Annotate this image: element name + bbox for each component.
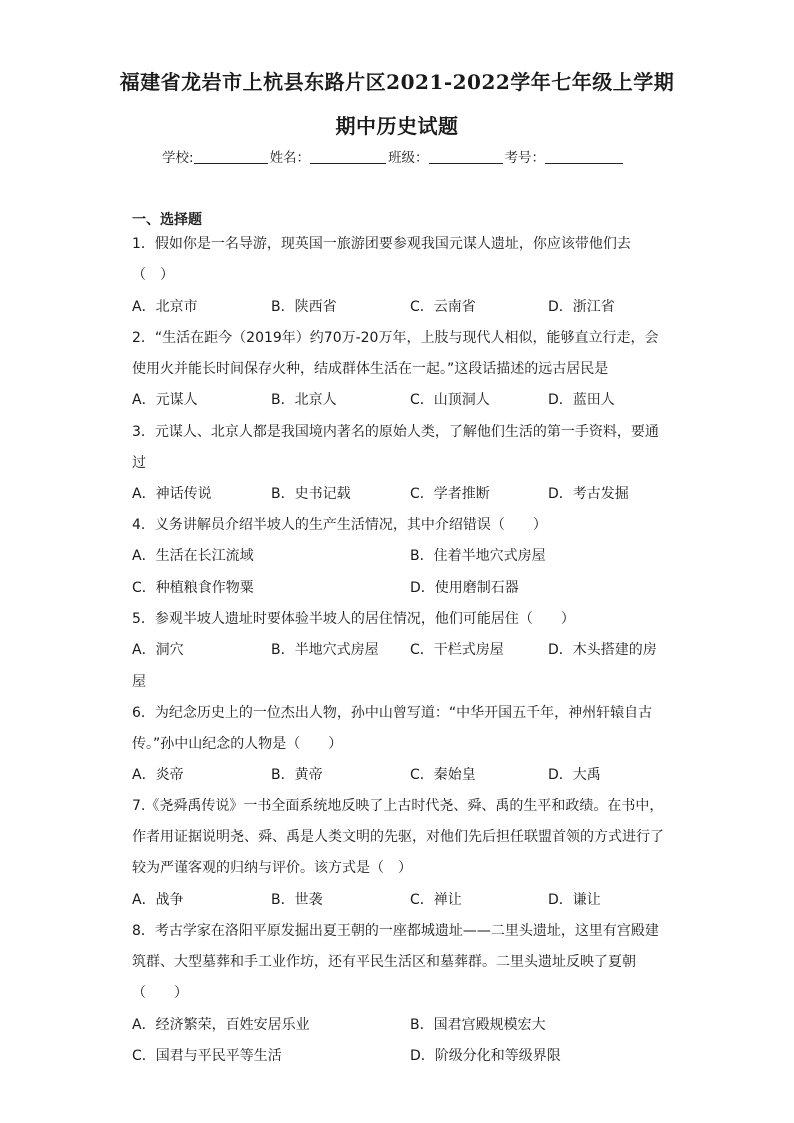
question-2-option-a[interactable]: A．元谋人 bbox=[132, 392, 198, 408]
question-3-line-1: 3．元谋人、北京人都是我国境内著名的原始人类，了解他们生活的第一手资料，要通 bbox=[132, 424, 659, 440]
question-4-option-a[interactable]: A．生活在长江流域 bbox=[132, 548, 254, 564]
question-6-line-1: 6．为纪念历史上的一位杰出人物，孙中山曾写道：“中华开国五千年，神州轩辕自古 bbox=[132, 705, 653, 721]
school-label: 学校: bbox=[162, 150, 194, 166]
question-4-option-c[interactable]: C．种植粮食作物粟 bbox=[132, 580, 254, 596]
name-field[interactable] bbox=[310, 149, 386, 164]
question-6-option-c[interactable]: C．秦始皇 bbox=[410, 767, 476, 783]
question-8-option-a[interactable]: A．经济繁荣，百姓安居乐业 bbox=[132, 1017, 310, 1033]
question-5-line-1: 5．参观半坡人遗址时要体验半坡人的居住情况，他们可能居住（ ） bbox=[132, 611, 575, 627]
question-7-line-3: 较为严谨客观的归纳与评价。该方式是（ ） bbox=[132, 860, 412, 876]
number-field[interactable] bbox=[545, 149, 623, 164]
question-3-option-a[interactable]: A．神话传说 bbox=[132, 486, 212, 502]
question-5-option-d-wrap: 屋 bbox=[132, 674, 146, 690]
question-7-option-d[interactable]: D．谦让 bbox=[548, 892, 601, 908]
name-label: 姓名： bbox=[269, 150, 311, 166]
question-8-line-3: （ ） bbox=[132, 985, 188, 1001]
question-5-option-c[interactable]: C．干栏式房屋 bbox=[410, 642, 504, 658]
question-1-line-1: 1．假如你是一名导游，现英国一旅游团要参观我国元谋人遗址，你应该带他们去 bbox=[132, 236, 631, 252]
question-1-option-a[interactable]: A．北京市 bbox=[132, 299, 198, 315]
question-4-option-b[interactable]: B．住着半地穴式房屋 bbox=[410, 548, 546, 564]
question-6-option-a[interactable]: A．炎帝 bbox=[132, 767, 184, 783]
number-label: 考号： bbox=[504, 150, 546, 166]
student-info-line bbox=[162, 146, 625, 166]
question-3-line-2: 过 bbox=[132, 455, 146, 471]
question-3-option-c[interactable]: C．学者推断 bbox=[410, 486, 490, 502]
question-5-option-a[interactable]: A．洞穴 bbox=[132, 642, 184, 658]
question-6-option-b[interactable]: B．黄帝 bbox=[271, 767, 323, 783]
question-1-option-d[interactable]: D．浙江省 bbox=[548, 299, 615, 315]
question-8-option-d[interactable]: D．阶级分化和等级界限 bbox=[410, 1048, 561, 1064]
question-8-option-b[interactable]: B．国君宫殿规模宏大 bbox=[410, 1017, 546, 1033]
exam-title-line2: 期中历史试题 bbox=[335, 114, 459, 138]
section-title: 一、选择题 bbox=[132, 212, 202, 228]
question-2-option-d[interactable]: D．蓝田人 bbox=[548, 392, 615, 408]
question-7-option-a[interactable]: A．战争 bbox=[132, 892, 184, 908]
question-5-option-b[interactable]: B．半地穴式房屋 bbox=[271, 642, 379, 658]
question-1-option-b[interactable]: B．陕西省 bbox=[271, 299, 337, 315]
question-5-option-d[interactable]: D．木头搭建的房 bbox=[548, 642, 657, 658]
question-7-option-c[interactable]: C．禅让 bbox=[410, 892, 462, 908]
class-label: 班级： bbox=[388, 150, 429, 166]
question-2-line-2: 使用火并能长时间保存火种，结成群体生活在一起。”这段话描述的远古居民是 bbox=[132, 361, 609, 377]
question-7-line-1: 7.《尧舜禹传说》一书全面系统地反映了上古时代尧、舜、禹的生平和政绩。在书中， bbox=[132, 798, 664, 814]
question-1-option-c[interactable]: C．云南省 bbox=[410, 299, 476, 315]
exam-title-line1: 福建省龙岩市上杭县东路片区2021-2022学年七年级上学期 bbox=[119, 70, 675, 94]
question-4-line-1: 4．义务讲解员介绍半坡人的生产生活情况，其中介绍错误（ ） bbox=[132, 517, 547, 533]
question-2-line-1: 2．“生活在距今（2019年）约70万-20万年，上肢与现代人相似，能够直立行走，会 bbox=[132, 330, 659, 346]
question-3-option-d[interactable]: D．考古发掘 bbox=[548, 486, 629, 502]
question-4-option-d[interactable]: D．使用磨制石器 bbox=[410, 580, 519, 596]
question-2-option-c[interactable]: C．山顶洞人 bbox=[410, 392, 490, 408]
question-8-line-2: 筑群、大型墓葬和手工业作坊，还有平民生活区和墓葬群。二里头遗址反映了夏朝 bbox=[132, 954, 636, 970]
question-1-line-2: （ ） bbox=[132, 267, 174, 283]
question-6-option-d[interactable]: D．大禹 bbox=[548, 767, 601, 783]
question-2-option-b[interactable]: B．北京人 bbox=[271, 392, 337, 408]
question-6-line-2: 传。”孙中山纪念的人物是（ ） bbox=[132, 736, 343, 752]
class-field[interactable] bbox=[429, 149, 503, 164]
question-8-option-c[interactable]: C．国君与平民平等生活 bbox=[132, 1048, 282, 1064]
question-7-option-b[interactable]: B．世袭 bbox=[271, 892, 323, 908]
question-7-line-2: 作者用证据说明尧、舜、禹是人类文明的先驱，对他们先后担任联盟首领的方式进行了 bbox=[132, 829, 664, 845]
question-8-line-1: 8．考古学家在洛阳平原发掘出夏王朝的一座都城遗址——二里头遗址，这里有宫殿建 bbox=[132, 923, 659, 939]
question-3-option-b[interactable]: B．史书记载 bbox=[271, 486, 351, 502]
school-field[interactable] bbox=[194, 149, 268, 164]
